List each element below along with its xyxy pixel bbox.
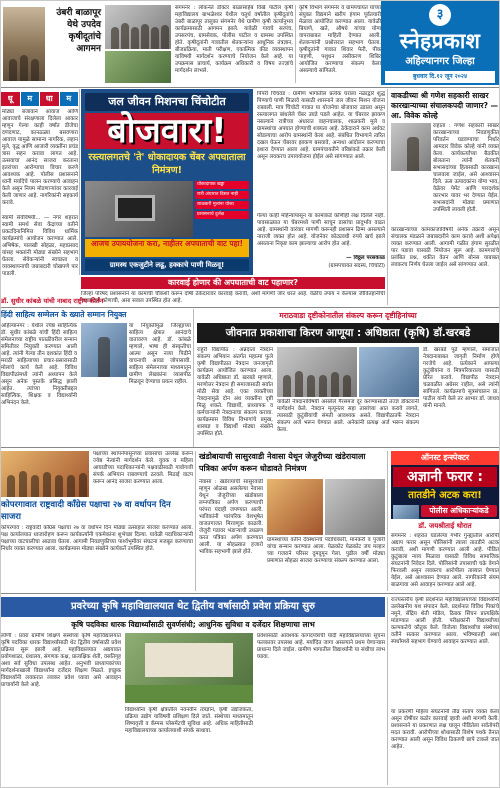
teaser-headline: उंबरी बाळापूर येथे उपदेव कृषीदूतांचे आगमन xyxy=(56,8,101,54)
byline-role: (ग्रामपंचायत सदस्य, चिंचोटी) xyxy=(328,263,385,269)
left-story-2-headline: हिंदी साहित्य सम्मेलन के ख्याते सम्मान नियुक्त xyxy=(1,310,127,319)
police-text: संगमनेर : शहरात घडलेल्या गंभीर गुन्ह्यातील आरोपी अद्याप फरार असून पोलिसांनी त्याला तातडीने अटक करावी, अशी मागणी करण्यात आली आहे. पीडित कुटुंबाला न्याय मिळावा यासाठी विविध सामाजिक संघटनांनी निवेदन दिले. पोलिसांनी तपासाची चक्रे वेगाने फिरवली असून लवकरच आरोपीला ताब्यात घेण्यात येईल, असे आश्वासन देण्यात आले. नागरिकांनी संयम बाळगावा असे आवाहन करण्यात आले आहे. xyxy=(391,533,499,588)
left-column-text-1: मोठ्या बजावाने आवाज आणि आवाजाचे संरक्षणाला दिलेला आकार म्हणून गेल्या काही वर्षांत डीजेचा दणदणाट, कानठळ्या बसवणारा आवाज यामुळे सामान्य नागरिक, लहान मुले, वृद्ध आणि आजारी व्यक्तींना प्रचंड त्रास सहन करावा लागत आहे. उत्सवाचा आनंद साजरा करताना इतरांच्या आरोग्याचा विचार करणे आवश्यक आहे. पोलीस प्रशासनाने ध्वनी मर्यादेचे पालन करण्याचे आवाहन केले असून नियम मोडणाऱ्यांवर कारवाई केली जाणार आहे. नागरिकांनी सहकार्य करावे. xyxy=(2,109,78,206)
banner-warning: आजच उपाययोजना करा, नाहीतर अपघाताची वाट पहा! xyxy=(85,239,249,257)
kicker-strip: कारवाई होणार की अपघाताची वाट पहाणार? xyxy=(81,277,385,289)
newspaper-edition: अहिल्यानगर जिल्हा xyxy=(405,56,475,67)
byline: — विठ्ठल परसकाळ xyxy=(346,255,385,261)
lead-kicker: मराठवाडा दृष्टीकोनातील संकल्प करून दृष्टीहिनांच्या xyxy=(279,311,417,320)
page-number-badge: ३ xyxy=(429,4,451,26)
teaser-photo xyxy=(3,7,45,81)
police-ad-sub: तातडीने अटक करा! xyxy=(408,490,482,501)
banner-story-text-2: गेल्या काही महिन्यांपासून या कामाकडे कोणीही लक्ष दिलेले नाही. पावसाळ्यात या चेंबरमध्ये पाणी साचून डासांचा प्रादुर्भाव वाढत आहे. ग्रामस्थांनी वारंवार मागणी करूनही प्रशासन ढिम्म असल्याने नाराजी व्यक्त होत आहे. योजनेवर कोट्यवधी रुपये खर्च झाले असताना निकृष्ट काम झाल्याचा आरोप होत आहे. xyxy=(257,213,385,247)
left-column-text-2: स्वामी सेवेविषयी... — नगर शहरात स्वामी समर्थ सेवा केंद्राच्या वतीने प्रकटदिनानिमित्त विविध धार्मिक कार्यक्रमांचे आयोजन करण्यात आले. अभिषेक, पालखी सोहळा, महाप्रसाद यांसह भक्तांनी मोठ्या संख्येने सहभाग घेतला. सेवेकऱ्यांनी स्वच्छता व व्यवस्थापनाची जबाबदारी चोखपणे पार पाडली. xyxy=(2,215,78,275)
police-ad-main: अज्ञानी फरार : xyxy=(393,467,497,487)
congress-headline: कोपरगावात राष्ट्रवादी काँग्रेस पक्षाचा २७ वा वर्धापन दिन साजरा xyxy=(1,500,171,522)
right-top-headline: वाकडीच्या श्री गणेश सहकारी साखर कारखान्याच्या संचालकपदी जाणार? — आ. विवेक कोल्हे xyxy=(391,91,499,120)
khandoba-text: नेवासा : खंडेरायाची सासुरवाडी म्हणून ओळख असलेल्या नेवासा येथून जेजुरीच्या खंडोबाला लग्नपत्रिका अर्पण करण्याची परंपरा यंदाही जपण्यात आली. भाविकांनी पारंपरिक वेशभूषेत वाजतगाजत मिरवणूक काढली. जेजुरी गडावर भंडाऱ्याची उधळण करत पत्रिका अर्पण करण्यात आली. या सोहळ्यात हजारो भाविक सहभागी झाले होते. xyxy=(199,479,263,555)
bottom-headline: प्रवरेच्या कृषि महाविद्यालयात थेट द्वितीय वर्षासाठी प्रवेश प्रक्रिया सुरु xyxy=(1,597,385,617)
banner-bullets: धोकादायक खड्डा रात्री अंधारात दिसत नाही शाळकरी मुलांना धोका प्रशासनाचे दुर्लक्ष xyxy=(195,181,249,221)
police-ad-name: डॉ. जयश्रीताई थोरात xyxy=(418,522,472,530)
lead-audience-photo xyxy=(359,347,419,397)
khandoba-headline: खंडोबायाची सासुरवाडी नेवासा येथून जेजुरीच्या खंडेरायाला पत्रिका अर्पण करून धोडावते निमंत्रण xyxy=(199,452,366,473)
congress-text: कोपरगाव : राष्ट्रवादी काँग्रेस पक्षाचा २७ वा वर्धापन दिन मोठ्या उत्साहात साजरा करण्यात आला. पक्ष कार्यालयात ध्वजारोहण करून कार्यकर्त्यांनी एकमेकांना शुभेच्छा दिल्या. यावेळी पदाधिकाऱ्यांनी पक्षाच्या वाटचालीचा आढावा घेतला. आगामी निवडणुकीच्या पार्श्वभूमीवर संघटना मजबूत करण्याचा निर्धार व्यक्त करण्यात आला. कार्यक्रमास मोठ्या संख्येने कार्यकर्ते उपस्थित होते. xyxy=(1,525,193,552)
lead-text: राहुरी विद्यापीठ : अन्नदाता नेत्रदान संकल्प अभियान अंतर्गत महात्मा फुले कृषी विद्यापीठात नेत्रदान जनजागृती कार्यक्रम आयोजित करण्यात आला. यावेळी अधिष्ठाता डॉ. खरबडे म्हणाले, मरणोत्तर नेत्रदान ही समाजासाठी सर्वात मोठी सेवा आहे. एका व्यक्तीच्या नेत्रदानामुळे दोन अंध व्यक्तींना दृष्टी मिळू शकते. विद्यार्थी, प्राध्यापक व कर्मचाऱ्यांनी नेत्रदानाचा संकल्प करावा. कार्यक्रमास विविध विभागांचे प्रमुख, शास्त्रज्ञ व विद्यार्थी मोठ्या संख्येने उपस्थित होते. xyxy=(197,347,273,437)
banner-slogan: ग्रामस्थ एकजुटीने लढू, हक्काचे पाणी मिळवू! xyxy=(85,259,249,271)
lead-text-3: डॉ. खरबडे पुढे म्हणाले, समाजात नेत्रदानाबाबत जागृती निर्माण होणे गरजेचे आहे. प्रत्येकाने आपल्या कुटुंबीयांना व मित्रपरिवाराला यासाठी प्रेरित करावे. विद्यापीठ नेत्रदान चळवळीत अग्रेसर राहील, असे त्यांनी सांगितले. कार्यक्रमाचे सूत्रसंचालन प्रा. पाटील यांनी केले तर आभार डॉ. जाधव यांनी मानले. xyxy=(423,347,499,409)
newspaper-title: स्नेहप्रकाश xyxy=(399,29,481,53)
right-top-text: राहाता : गणेश सहकारी साखर कारखान्याच्या निवडणुकीत परिवर्तन घडवण्याचा निर्धार आमदार विवेक कोल्हे यांनी व्यक्त केला. कार्यकर्त्यांच्या बैठकीत बोलताना त्यांनी शेतकरी सभासदांच्या हितासाठी कारखाना चालवला जाईल, असे आश्वासन दिले. ऊस उत्पादकांना योग्य भाव, वेळेवर पेमेंट आणि पारदर्शक कारभार यावर भर देण्यात येईल. सभासदांनी मोठ्या प्रमाणात उपस्थिती लावली होती. xyxy=(433,123,499,213)
open-chamber-photo xyxy=(85,181,193,237)
police-text-2: या प्रकरणी महिला संघटनांनी तीव्र संताप व्यक्त केला असून दोषींवर कठोर कारवाई व्हावी अशी मागणी केली. प्रशासनाने या प्रकरणात लक्ष घालून पीडितेला सर्वतोपरी मदत करावी. आरोपीच्या शोधासाठी विशेष पथके तैनात करण्यात आली असून विविध ठिकाणी छापे टाकले जात आहेत. xyxy=(391,709,499,750)
banner-story-text: पिंपरी चिंचवड : ग्रामीण भागातील प्रत्येक घराला नळाद्वारे शुद्ध पिण्याचे पाणी मिळावे यासाठी शासनाने जल जीवन मिशन योजना राबवली. मात्र चिंचोटी गावात या योजनेचा बोजवारा उडाला असून रस्त्यालगत बांधलेले चेंबर उघडे पडले आहेत. या चेंबरवर झाकण नसल्याने रात्रीच्या अंधारात वाहनचालक, शाळकरी मुले व ग्रामस्थांचा अपघात होण्याची शक्यता आहे. ठेकेदाराने काम अर्धवट सोडल्याचा आरोप ग्रामस्थांनी केला आहे. संबंधित विभागाने त्वरित दखल घेऊन चेंबरवर झाकण बसवावे, अन्यथा आंदोलन करण्याचा इशारा देण्यात आला आहे. ग्रामपंचायतीने वरिष्ठांकडे तक्रार केली असून लवकरच उपाययोजना होईल असे सांगण्यात आले. xyxy=(257,91,385,160)
congress-group-photo xyxy=(1,451,89,497)
right-bottom-text: राज्यस्तरीय कृषी प्रदर्शनात महाविद्यालयाच्या विद्यार्थ्यांनी उल्लेखनीय यश संपादन केले. प्रदर्शनात विविध पिकांचे नमुने, सेंद्रिय शेती मॉडेल, ठिबक सिंचन प्रात्यक्षिके मांडण्यात आली होती. परीक्षकांनी विद्यार्थ्यांच्या कल्पकतेचे कौतुक केले. विजेत्या विद्यार्थ्यांचा संस्थेच्या वतीने सत्कार करण्यात आला. भविष्यातही अशा स्पर्धांमध्ये सहभाग घेण्याचे आवाहन करण्यात आले. xyxy=(391,597,499,645)
mla-portrait xyxy=(391,123,431,171)
top-story-right-text: कृषि विभाग संगमनेर व ग्रामपंचायत यांच्या संयुक्त विद्यमाने खरीप हंगाम पूर्वतयारी मेळावा आयोजित करण्यात आला. यावेळी बियाणे, खते, औषधे यांच्या योग्य वापराबाबत माहिती देण्यात आली. शेतकऱ्यांनी प्रश्नोत्तरात सहभाग घेतला. कृषीदूतांनी गावात शिवार फेरी, पीक पाहणी, पशुधन लसीकरण शिबिर आयोजित करण्याचा संकल्प केला असल्याचे सांगितले. xyxy=(299,5,381,74)
police-ad-top: ऑनस्ट इन्स्पेक्टर xyxy=(391,451,499,465)
issue-date: बुधवार दि.१२ जून २०२४ xyxy=(385,71,495,83)
khandoba-photo-2 xyxy=(325,479,385,535)
water-mission-banner xyxy=(81,89,253,275)
author-portrait xyxy=(81,323,127,377)
kicker-text: जिल्हा परिषद प्रशासनाने या कामाची चौकशी करून दोषी ठेकेदारावर कारवाई करावी, अशी मागणी जोर धरत आहे. वेळीच उपाय न केल्यास जीवितहानीची जबाबदारी कोणाची, असा सवाल उपस्थित होत आहे. xyxy=(81,291,385,304)
top-field-photo xyxy=(105,51,171,83)
bottom-text-3: प्रवेशासाठी आवश्यक कागदपत्रांची यादी महाविद्यालयाच्या सूचना फलकावर उपलब्ध आहे. मर्यादित जागा असल्याने प्रथम येणाऱ्यास प्राधान्य दिले जाईल. ग्रामीण भागातील विद्यार्थ्यांनी या संधीचा लाभ घ्यावा. xyxy=(257,633,385,660)
bottom-text-2: विद्यार्थ्यांना कृषी क्षेत्रातील नवनवीन तंत्रज्ञान, कृषी उद्योजकता, प्रक्रिया उद्योग याविषयी प्रशिक्षण दिले जाते. संस्थेच्या माध्यमातून शिष्यवृत्ती व कॅम्पस प्लेसमेंटची सुविधा आहे. अधिक माहितीसाठी महाविद्यालयाच्या कार्यालयाशी संपर्क साधावा. xyxy=(125,707,253,734)
khandoba-photo xyxy=(267,479,323,535)
masthead xyxy=(381,1,499,85)
lead-headline: जीवनात प्रकाशाचा किरण आणूया : अधिष्ठाता (कृषि) डॉ.खरबडे xyxy=(197,323,499,343)
top-group-photo xyxy=(105,5,171,49)
banner-big-headline: बोजवारा! xyxy=(85,113,249,149)
bottom-subhead: कृषि पदविका धारक विद्यार्थ्यांसाठी सुवर्णसंधी; आधुनिक सुविधा व दर्जेदार शिक्षणाचा लाभ xyxy=(71,620,315,629)
left-story-2-text: अहिल्यानगर : येथील ज्येष्ठ साहित्यिक डॉ. सुधीर कांबळे यांची हिंदी साहित्य संमेलनाच्या राष्ट्रीय पातळीवरील सन्मान समितीवर नियुक्ती करण्यात आली आहे. त्यांनी गेल्या तीन दशकांत हिंदी व मराठी साहित्याच्या प्रचार-प्रसारासाठी मोलाचे कार्य केले आहे. विविध विद्यापीठांमध्ये त्यांनी अध्यापन केले असून अनेक पुस्तके प्रसिद्ध झाली आहेत. त्यांच्या नियुक्तीबद्दल साहित्यिक, शिक्षक व विद्यार्थ्यांनी अभिनंदन केले. xyxy=(1,323,77,406)
police-ad-tag: पोलीस अधिकाऱ्यांकडे xyxy=(421,505,497,517)
left-story-2-text-2: या नियुक्तीमुळे जिल्ह्याच्या साहित्य क्षेत्रात आनंदाचे वातावरण आहे. डॉ. कांबळे म्हणाले, भाषा ही संस्कृतीचा आत्मा असून नव्या पिढीने वाचनाची आवड जोपासावी. साहित्य संमेलनाच्या माध्यमातून ग्रामीण लेखकांना व्यासपीठ मिळवून देण्याचा प्रयत्न राहील. xyxy=(129,323,191,385)
dhoom-dham-logo: धू म धा म xyxy=(1,92,78,106)
congress-side-text: पक्षाच्या स्थापनेपासूनच्या प्रवासाचा उल्लेख करून ज्येष्ठ नेत्यांनी मार्गदर्शन केले. युवक व महिला आघाडीच्या पदाधिकाऱ्यांनी पक्षवाढीसाठी गावोगावी संपर्क अभियान राबवण्याचे ठरवले. मिठाई वाटप करून आनंद साजरा करण्यात आला. xyxy=(93,451,193,485)
police-ad xyxy=(391,451,499,519)
right-mid-text: कारखान्याच्या कामकाजाविषयी अनेक तक्रारी असून संचालक मंडळाने जबाबदारीने काम करावे अशी अपेक्षा व्यक्त करण्यात आली. आगामी गळीत हंगाम सुरळीत पार पडावा यासाठी नियोजन सुरू आहे. कामगारांचे प्रलंबित प्रश्न, थकीत वेतन आणि बोनस याबाबत लवकरच निर्णय घेतला जाईल असे सांगण्यात आले. xyxy=(391,227,499,268)
top-story-mid-text: संगमनेर : लोकनेते डॉक्टर बाळासाहेब विखे पाटील कृषी महाविद्यालय बाभळेश्वर येथील चतुर्थ वर्षातील कृषीदूतांचे उंबरी बाळापूर तालुका संगमनेर येथे ग्रामीण कृषी कार्यानुभव कार्यक्रमासाठी आगमन झाले. यावेळी गावचे सरपंच, उपसरपंच, ग्रामसेवक, पोलीस पाटील व ग्रामस्थ उपस्थित होते. कृषीदूतांनी गावातील शेतकऱ्यांना आधुनिक तंत्रज्ञान, बीजप्रक्रिया, माती परीक्षण, एकात्मिक कीड व्यवस्थापन याविषयी मार्गदर्शन करण्याचे नियोजन केले आहे. या उपक्रमास प्राचार्य, कार्यक्रम अधिकारी व विषय तज्ज्ञांचे मार्गदर्शन लाभले. xyxy=(175,5,293,74)
police-ad-portrait xyxy=(393,505,419,519)
left-story-2-kicker: डॉ. सुधीर कांबळे यांची नाबाद राष्ट्रीय कीर्तन xyxy=(1,297,104,305)
khandoba-text-2: ग्रामस्थांच्या वतीने देवस्थानचे पदाधिकारी, मानकरी व पुजारी यांचा सन्मान करण्यात आला. येळकोट येळकोट जय मल्हार च्या गजराने परिसर दुमदुमून गेला. पुढील वर्षी मोठ्या प्रमाणात सोहळा साजरा करण्याचा संकल्प करण्यात आला. xyxy=(267,537,385,564)
lead-event-photo xyxy=(277,347,357,397)
bottom-text: लोणी : प्रवरा ग्रामीण शिक्षण संस्थेच्या कृषि महाविद्यालयात कृषि पदविका धारक विद्यार्थ्यांसाठी थेट द्वितीय वर्षासाठी प्रवेश प्रक्रिया सुरू झाली आहे. महाविद्यालयात अद्ययावत प्रयोगशाळा, ग्रंथालय, संगणक कक्ष, प्रात्यक्षिक शेती, वसतिगृह अशा सर्व सुविधा उपलब्ध आहेत. अनुभवी प्राध्यापकांच्या मार्गदर्शनाखाली विद्यार्थ्यांना दर्जेदार शिक्षण मिळते. इच्छुक विद्यार्थ्यांनी लवकरात लवकर प्रवेश घ्यावा असे आवाहन प्राचार्यांनी केले आहे. xyxy=(1,633,121,688)
teaser-block xyxy=(1,1,103,85)
lead-text-2: यावेळी नेत्रदानाविषयी असलेले गैरसमज दूर करण्यासाठी तज्ज्ञ डॉक्टरांनी मार्गदर्शन केले. नेत्रदान मृत्यूनंतर सहा तासांच्या आत करावे लागते, त्यासाठी कुटुंबीयांची संमती आवश्यक असते. विद्यापीठातर्फे नेत्रदान संकल्प अर्ज भरून घेण्यात आले. अनेकांनी प्रत्यक्ष अर्ज भरून संकल्प केला. xyxy=(277,399,419,433)
banner-strip: जल जीवन मिशनचा चिंचोटीत xyxy=(85,93,249,111)
college-campus-photo xyxy=(125,633,253,703)
banner-line: रस्त्यालगतचे 'ते' धोकादायक चेंबर अपघाताला निमंत्रण! xyxy=(88,152,246,176)
